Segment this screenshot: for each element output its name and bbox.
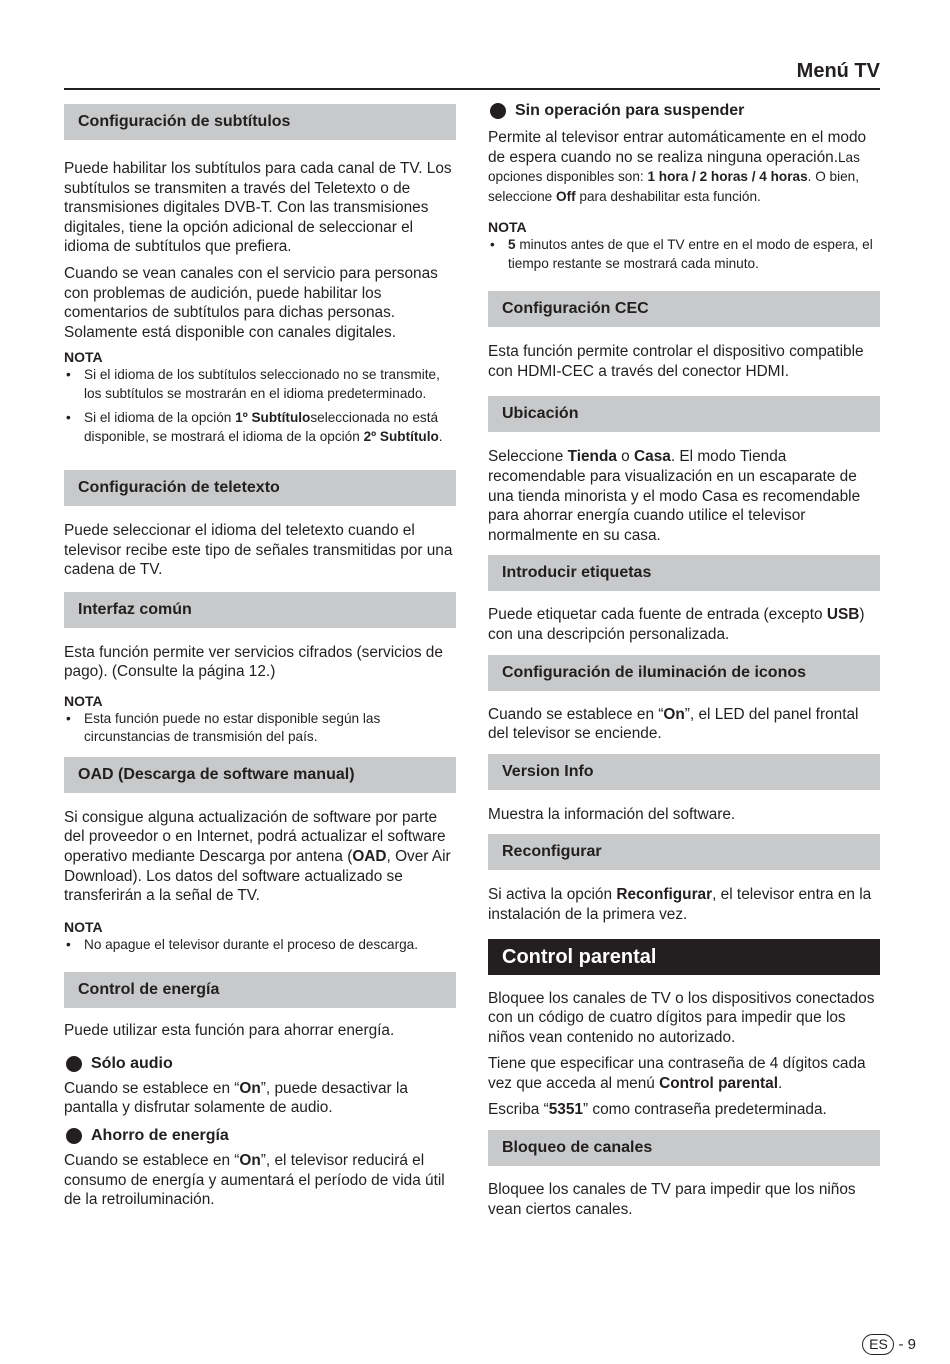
subheading-text: Sólo audio	[91, 1054, 173, 1072]
subheading-no-operation-standby	[488, 100, 880, 122]
channel-lock-paragraph: Bloquee los canales de TV para impedir que los niños vean ciertos canales.	[488, 1181, 856, 1218]
note-text: Si el idioma de los subtítulos seleccionado no se transmite, los subtítulos se mostrarán en el idioma predeterminado.	[84, 367, 440, 401]
version-info-paragraph: Muestra la información del software.	[488, 805, 736, 823]
bullet-icon: •	[490, 237, 495, 253]
energy-paragraph: Puede utilizar esta función para ahorrar energía.	[64, 1022, 395, 1040]
note-label: NOTA	[64, 692, 103, 709]
section-heading-common-interface: Interfaz común	[64, 592, 456, 628]
reconfigure-paragraph: Si activa la opción Reconfigurar, el televisor entra en la instalación de la primera vez.	[488, 886, 872, 923]
note-text: minutos antes de que el TV entre en el modo de espera, el tiempo restante se mostrará cada minuto.	[508, 237, 873, 271]
teletext-paragraph: Puede seleccionar el idioma del teletexto cuando el televisor recibe este tipo de señales transmitidas por una cadena de TV.	[64, 521, 453, 579]
page-title: Menú TV	[796, 60, 880, 82]
oad-paragraph: Si consigue alguna actualización de software por parte del proveedor o en Internet, podrá actualizar el software operativo mediante Descarga por antena (OAD, Over Air Download). Los datos del software actualizado se transferirán a la señal de TV.	[64, 808, 451, 905]
labels-paragraph: Puede etiquetar cada fuente de entrada (excepto USB) con una descripción personalizada.	[488, 606, 865, 643]
section-heading-version-info: Version Info	[488, 754, 880, 790]
language-badge: ES	[862, 1334, 894, 1355]
section-heading-reconfigure: Reconfigurar	[488, 834, 880, 870]
bullet-circle-icon	[66, 1056, 82, 1072]
section-heading-teletext: Configuración de teletexto	[64, 470, 456, 506]
section-heading-parental-control: Control parental	[488, 939, 880, 975]
location-paragraph: Seleccione Tienda o Casa. El modo Tienda recomendable para visualización en un escaparate de una tienda minorista y el modo Casa es recomendable para ahorrar energía cuando utilice el televisor normalmente en su casa.	[488, 448, 861, 544]
right-column	[488, 100, 880, 1219]
note-text: .	[438, 428, 443, 444]
note-item	[64, 366, 456, 403]
audio-only-paragraph: Cuando se establece en “On”, puede desactivar la pantalla y disfrutar solamente de audio.	[64, 1079, 408, 1117]
parental-paragraph-1: Bloquee los canales de TV o los dispositivos conectados con un código de cuatro dígitos para impedir que los niños vean contenido no autorizado.	[488, 989, 875, 1046]
note-text: No apague el televisor durante el proceso de descarga.	[84, 936, 419, 952]
subtitles-paragraph-1: Puede habilitar los subtítulos para cada canal de TV. Los subtítulos se transmiten a través del Teletexto o de transmisiones digitales DVB-T. Con las transmisiones digitales, tiene la opción adicional de seleccionar el idioma de subtítulos que prefiera.	[64, 160, 452, 256]
common-interface-paragraph: Esta función permite ver servicios cifrados (servicios de pago). (Consulte la página 12.)	[64, 643, 443, 681]
note-item	[488, 236, 880, 273]
section-heading-icon-lighting: Configuración de iluminación de iconos	[488, 655, 880, 691]
note-text-bold: 2º Subtítulo	[363, 428, 439, 444]
subtitles-paragraph-2: Cuando se vean canales con el servicio para personas con problemas de audición, puede habilitar los comentarios de subtítulos para dichas personas. Solamente está disponible con canales digitales.	[64, 264, 438, 341]
subheading-text: Sin operación para suspender	[515, 102, 745, 119]
section-heading-location: Ubicación	[488, 396, 880, 432]
note-item	[64, 409, 456, 446]
page-number: - 9	[898, 1336, 916, 1353]
section-heading-cec: Configuración CEC	[488, 291, 880, 327]
note-label: NOTA	[64, 918, 103, 935]
subheading-audio-only	[64, 1053, 456, 1075]
note-label: NOTA	[488, 219, 527, 236]
note-text: Esta función puede no estar disponible según las circunstancias de transmisión del país.	[84, 710, 381, 745]
bullet-icon: •	[66, 710, 71, 726]
subheading-energy-saving	[64, 1125, 456, 1147]
section-heading-channel-lock: Bloqueo de canales	[488, 1130, 880, 1166]
note-text: Si el idioma de la opción	[84, 410, 236, 426]
cec-paragraph: Esta función permite controlar el dispositivo compatible con HDMI-CEC a través del conector HDMI.	[488, 343, 864, 380]
note-item	[64, 936, 456, 954]
bullet-icon: •	[66, 367, 71, 383]
parental-paragraph-2: Tiene que especificar una contraseña de 4 dígitos cada vez que acceda al menú Control parental.	[488, 1055, 866, 1092]
section-heading-labels: Introducir etiquetas	[488, 555, 880, 591]
section-heading-oad: OAD (Descarga de software manual)	[64, 757, 456, 793]
bullet-icon: •	[66, 410, 71, 426]
energy-saving-paragraph: Cuando se establece en “On”, el televisor reducirá el consumo de energía y aumentará el período de vida útil de la retroiluminación.	[64, 1151, 445, 1209]
standby-paragraph: Permite al televisor entrar automáticamente en el modo de espera cuando no se realiza ninguna operación.Las opciones disponibles son: 1 hora / 2 horas / 4 horas. O bien, seleccione Off para deshabilitar esta función.	[488, 129, 867, 204]
section-heading-subtitles: Configuración de subtítulos	[64, 104, 456, 140]
page-header	[64, 58, 880, 90]
bullet-circle-icon	[490, 103, 506, 119]
parental-paragraph-3: Escriba “5351” como contraseña predeterminada.	[488, 1101, 827, 1119]
subheading-text: Ahorro de energía	[91, 1126, 229, 1144]
note-text: seleccionada no está disponible, se mostrará el idioma de la opción	[84, 410, 439, 444]
bullet-circle-icon	[66, 1128, 82, 1144]
section-heading-energy: Control de energía	[64, 972, 456, 1008]
note-label: NOTA	[64, 349, 103, 366]
note-text-bold: 5	[508, 237, 516, 253]
note-item	[64, 710, 456, 747]
note-text-bold: 1º Subtítulo	[235, 410, 311, 426]
icon-lighting-paragraph: Cuando se establece en “On”, el LED del panel frontal del televisor se enciende.	[488, 705, 859, 743]
bullet-icon: •	[66, 936, 71, 952]
left-column	[64, 100, 456, 1210]
page-footer	[862, 1334, 916, 1355]
